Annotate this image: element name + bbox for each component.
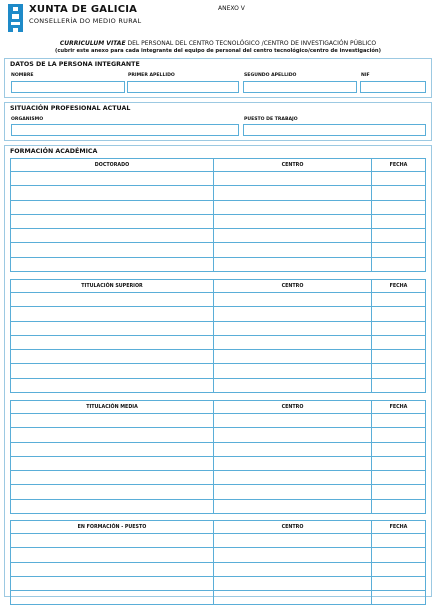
titulacion-media-table [10, 400, 426, 514]
segundo-apellido-field[interactable] [243, 81, 357, 93]
org-name: XUNTA DE GALICIA [29, 4, 138, 15]
fecha-heading: FECHA [372, 159, 426, 172]
table-row [11, 591, 426, 605]
centro-cell[interactable] [214, 243, 372, 257]
personal-section [4, 58, 432, 98]
table-row [11, 229, 426, 243]
title-rest: DEL PERSONAL DEL CENTRO TECNOLÓGICO /CENTRO DE INVESTIGACIÓN PÚBLICO [125, 40, 377, 47]
entry-cell[interactable] [11, 548, 214, 562]
fecha-heading: FECHA [372, 521, 426, 534]
entry-cell[interactable] [11, 229, 214, 243]
entry-cell[interactable] [11, 186, 214, 200]
centro-cell[interactable] [214, 364, 372, 378]
title-italic: CURRICULUM VITAE [59, 40, 126, 47]
entry-cell[interactable] [11, 321, 214, 335]
academic-section-title: FORMACIÓN ACADÉMICA [10, 148, 98, 155]
fecha-cell[interactable] [372, 534, 426, 548]
centro-cell[interactable] [214, 456, 372, 470]
entry-cell[interactable] [11, 335, 214, 349]
entry-cell[interactable] [11, 293, 214, 307]
fecha-cell[interactable] [372, 364, 426, 378]
fecha-cell[interactable] [372, 200, 426, 214]
table-row [11, 442, 426, 456]
table-row [11, 257, 426, 271]
entry-cell[interactable] [11, 428, 214, 442]
centro-heading: CENTRO [214, 521, 372, 534]
centro-cell[interactable] [214, 307, 372, 321]
titulacion-media-heading: TITULACIÓN MEDIA [11, 401, 214, 414]
nombre-field[interactable] [11, 81, 125, 93]
entry-cell[interactable] [11, 257, 214, 271]
table-row [11, 428, 426, 442]
table-row [11, 548, 426, 562]
table-row [11, 485, 426, 499]
entry-cell[interactable] [11, 471, 214, 485]
entry-cell[interactable] [11, 307, 214, 321]
centro-cell[interactable] [214, 378, 372, 392]
table-row [11, 172, 426, 186]
entry-cell[interactable] [11, 350, 214, 364]
org-department: CONSELLERÍA DO MEDIO RURAL [29, 17, 142, 25]
table-row [11, 456, 426, 470]
entry-cell[interactable] [11, 562, 214, 576]
doctorado-heading: DOCTORADO [11, 159, 214, 172]
titulacion-superior-heading: TITULACIÓN SUPERIOR [11, 280, 214, 293]
centro-cell[interactable] [214, 350, 372, 364]
entry-cell[interactable] [11, 499, 214, 513]
entry-cell[interactable] [11, 414, 214, 428]
table-row [11, 293, 426, 307]
fecha-cell[interactable] [372, 576, 426, 590]
document-title [0, 40, 436, 47]
en-formacion-heading: EN FORMACIÓN - PUESTO [11, 521, 214, 534]
entry-cell[interactable] [11, 534, 214, 548]
table-row [11, 350, 426, 364]
centro-cell[interactable] [214, 471, 372, 485]
fecha-cell[interactable] [372, 471, 426, 485]
entry-cell[interactable] [11, 485, 214, 499]
professional-section-title: SITUACIÓN PROFESIONAL ACTUAL [10, 105, 131, 112]
primer-apellido-field[interactable] [127, 81, 239, 93]
table-row [11, 576, 426, 590]
entry-cell[interactable] [11, 378, 214, 392]
fecha-cell[interactable] [372, 428, 426, 442]
doctorado-table [10, 158, 426, 272]
centro-cell[interactable] [214, 200, 372, 214]
fecha-cell[interactable] [372, 350, 426, 364]
fecha-heading: FECHA [372, 401, 426, 414]
fecha-cell[interactable] [372, 591, 426, 605]
centro-cell[interactable] [214, 485, 372, 499]
table-row [11, 200, 426, 214]
centro-heading: CENTRO [214, 159, 372, 172]
fecha-cell[interactable] [372, 499, 426, 513]
centro-heading: CENTRO [214, 280, 372, 293]
titulacion-superior-table [10, 279, 426, 393]
centro-cell[interactable] [214, 257, 372, 271]
centro-cell[interactable] [214, 576, 372, 590]
puesto-trabajo-label: PUESTO DE TRABAJO [244, 117, 298, 122]
fecha-cell[interactable] [372, 229, 426, 243]
table-row [11, 378, 426, 392]
fecha-cell[interactable] [372, 485, 426, 499]
primer-apellido-label: PRIMER APELLIDO [128, 73, 175, 78]
entry-cell[interactable] [11, 576, 214, 590]
table-row [11, 499, 426, 513]
fecha-cell[interactable] [372, 335, 426, 349]
centro-cell[interactable] [214, 414, 372, 428]
table-row [11, 186, 426, 200]
professional-section [4, 102, 432, 141]
organismo-label: ORGANISMO [11, 117, 44, 122]
personal-section-title: DATOS DE LA PERSONA INTEGRANTE [10, 61, 140, 68]
document-subtitle: (cubrir este anexo para cada integrante del equipo de personal del centro tecnológico/centro de investigación) [54, 48, 381, 54]
table-row [11, 335, 426, 349]
organismo-field[interactable] [11, 124, 239, 136]
fecha-cell[interactable] [372, 307, 426, 321]
entry-cell[interactable] [11, 172, 214, 186]
table-row [11, 321, 426, 335]
centro-cell[interactable] [214, 186, 372, 200]
fecha-cell[interactable] [372, 172, 426, 186]
entry-cell[interactable] [11, 591, 214, 605]
table-row [11, 364, 426, 378]
centro-cell[interactable] [214, 293, 372, 307]
centro-cell[interactable] [214, 172, 372, 186]
table-row [11, 214, 426, 228]
fecha-cell[interactable] [372, 321, 426, 335]
en-formacion-table [10, 520, 426, 605]
nombre-label: NOMBRE [11, 73, 34, 78]
table-row [11, 243, 426, 257]
nif-field[interactable] [360, 81, 426, 93]
xunta-logo-icon [8, 4, 23, 32]
fecha-cell[interactable] [372, 456, 426, 470]
fecha-cell[interactable] [372, 293, 426, 307]
entry-cell[interactable] [11, 456, 214, 470]
table-row [11, 562, 426, 576]
centro-cell[interactable] [214, 591, 372, 605]
entry-cell[interactable] [11, 364, 214, 378]
entry-cell[interactable] [11, 243, 214, 257]
nif-label: NIF [361, 73, 370, 78]
table-row [11, 307, 426, 321]
table-row [11, 471, 426, 485]
fecha-cell[interactable] [372, 442, 426, 456]
entry-cell[interactable] [11, 442, 214, 456]
fecha-cell[interactable] [372, 562, 426, 576]
centro-cell[interactable] [214, 321, 372, 335]
centro-cell[interactable] [214, 548, 372, 562]
table-row [11, 414, 426, 428]
puesto-trabajo-field[interactable] [243, 124, 426, 136]
fecha-cell[interactable] [372, 414, 426, 428]
fecha-cell[interactable] [372, 378, 426, 392]
segundo-apellido-label: SEGUNDO APELLIDO [244, 73, 297, 78]
fecha-cell[interactable] [372, 243, 426, 257]
centro-cell[interactable] [214, 428, 372, 442]
centro-cell[interactable] [214, 562, 372, 576]
centro-cell[interactable] [214, 335, 372, 349]
fecha-cell[interactable] [372, 186, 426, 200]
table-row [11, 534, 426, 548]
centro-cell[interactable] [214, 442, 372, 456]
fecha-cell[interactable] [372, 214, 426, 228]
centro-cell[interactable] [214, 499, 372, 513]
centro-cell[interactable] [214, 214, 372, 228]
entry-cell[interactable] [11, 200, 214, 214]
centro-cell[interactable] [214, 534, 372, 548]
annex-label: ANEXO V [218, 5, 245, 12]
fecha-cell[interactable] [372, 548, 426, 562]
centro-cell[interactable] [214, 229, 372, 243]
centro-heading: CENTRO [214, 401, 372, 414]
entry-cell[interactable] [11, 214, 214, 228]
fecha-cell[interactable] [372, 257, 426, 271]
fecha-heading: FECHA [372, 280, 426, 293]
